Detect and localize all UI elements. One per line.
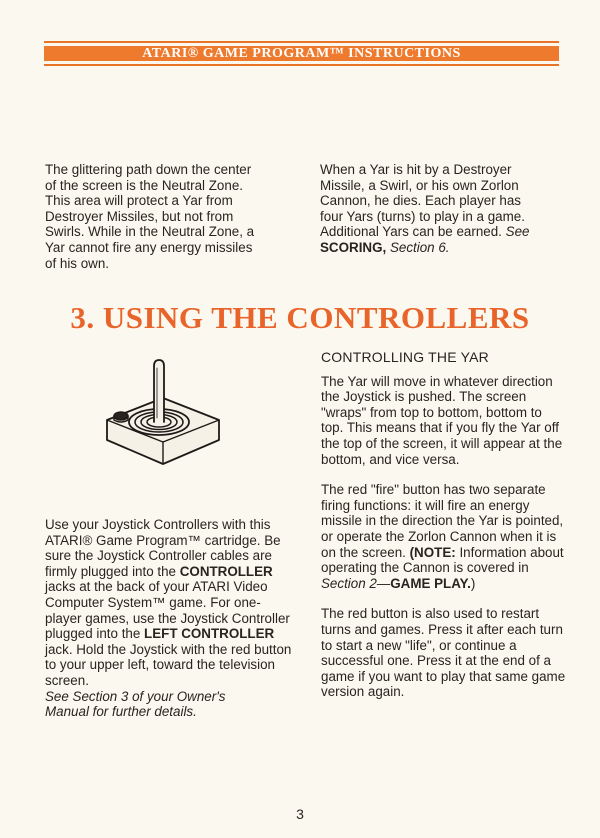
see-label: See	[505, 224, 530, 240]
joystick-icon	[103, 358, 223, 476]
text-line	[320, 240, 570, 256]
text-span: —	[376, 575, 391, 591]
yar-death-paragraph	[320, 162, 570, 256]
joystick-usage-paragraph	[45, 517, 295, 720]
text-span: jacks at the back of your ATARI Video Computer System™ game. For one-player games, use the Joystick Controller plugged into the	[45, 579, 290, 642]
controlling-yar-column	[321, 350, 567, 700]
section-reference: Section 6.	[389, 239, 450, 255]
text-span: The red "fire" button has two separate firing functions: it will fire an energy missile in the direction the Yar is pointed, or operate the Zorlon Cannon when it is on the screen.	[321, 482, 564, 560]
left-controller-label: LEFT CONTROLLER	[144, 626, 275, 642]
paragraph: The red button is also used to restart turns and games. Press it after each turn to start a new "life", or continue a successful one. Press it at the end of a game if you want to play that same game version again.	[321, 606, 566, 700]
text-span: Use your Joystick Controllers with this ATARI® Game Program™ cartridge. Be sure the Joystick Controller cables are firmly plugged into the	[45, 517, 281, 579]
header-banner	[44, 41, 559, 66]
text-line: Swirls. While in the Neutral Zone, a	[45, 224, 255, 240]
paragraph	[321, 482, 567, 591]
text-line: Missile, a Swirl, or his own Zorlon	[320, 177, 519, 193]
subsection-heading: CONTROLLING THE YAR	[321, 349, 489, 365]
controller-label: CONTROLLER	[179, 563, 273, 579]
section-reference: Section 2	[321, 575, 377, 591]
text-line: Cannon, he dies. Each player has	[320, 193, 521, 209]
text-line: The glittering path down the center	[45, 162, 252, 177]
note-label: (NOTE:	[409, 544, 456, 560]
text-line: When a Yar is hit by a Destroyer	[320, 162, 512, 177]
game-play-reference: GAME PLAY.	[390, 575, 471, 591]
scoring-reference: SCORING,	[320, 239, 387, 255]
text-span: jack. Hold the Joystick with the red button to your upper left, toward the television screen.	[45, 641, 292, 688]
paragraph: The Yar will move in whatever direction the Joystick is pushed. The screen "wraps" from top to bottom, bottom to top. This means that if you fly the Yar off the top of the screen, it will appear at the bottom, and vice versa.	[321, 373, 563, 467]
neutral-zone-paragraph	[45, 162, 295, 271]
text-line: four Yars (turns) to play in a game.	[320, 208, 525, 224]
text-line: Destroyer Missiles, but not from	[45, 208, 234, 224]
text-span: Information about operating the Cannon is covered in	[321, 544, 564, 576]
page-number: 3	[296, 806, 304, 822]
text-span: )	[470, 575, 476, 591]
text-line: of the screen is the Neutral Zone.	[45, 177, 243, 193]
section-title: 3. USING THE CONTROLLERS	[70, 300, 530, 335]
owners-manual-note: Manual for further details.	[45, 704, 197, 720]
text-span: Additional Yars can be earned.	[320, 224, 502, 240]
owners-manual-note: See Section 3 of your Owner's	[45, 688, 226, 704]
banner-title: ATARI® GAME PROGRAM™ INSTRUCTIONS	[44, 46, 559, 61]
text-line	[320, 224, 570, 240]
text-line: Yar cannot fire any energy missiles	[45, 239, 253, 255]
paragraph	[45, 517, 295, 689]
text-line: of his own.	[45, 255, 110, 271]
text-line: This area will protect a Yar from	[45, 193, 233, 209]
